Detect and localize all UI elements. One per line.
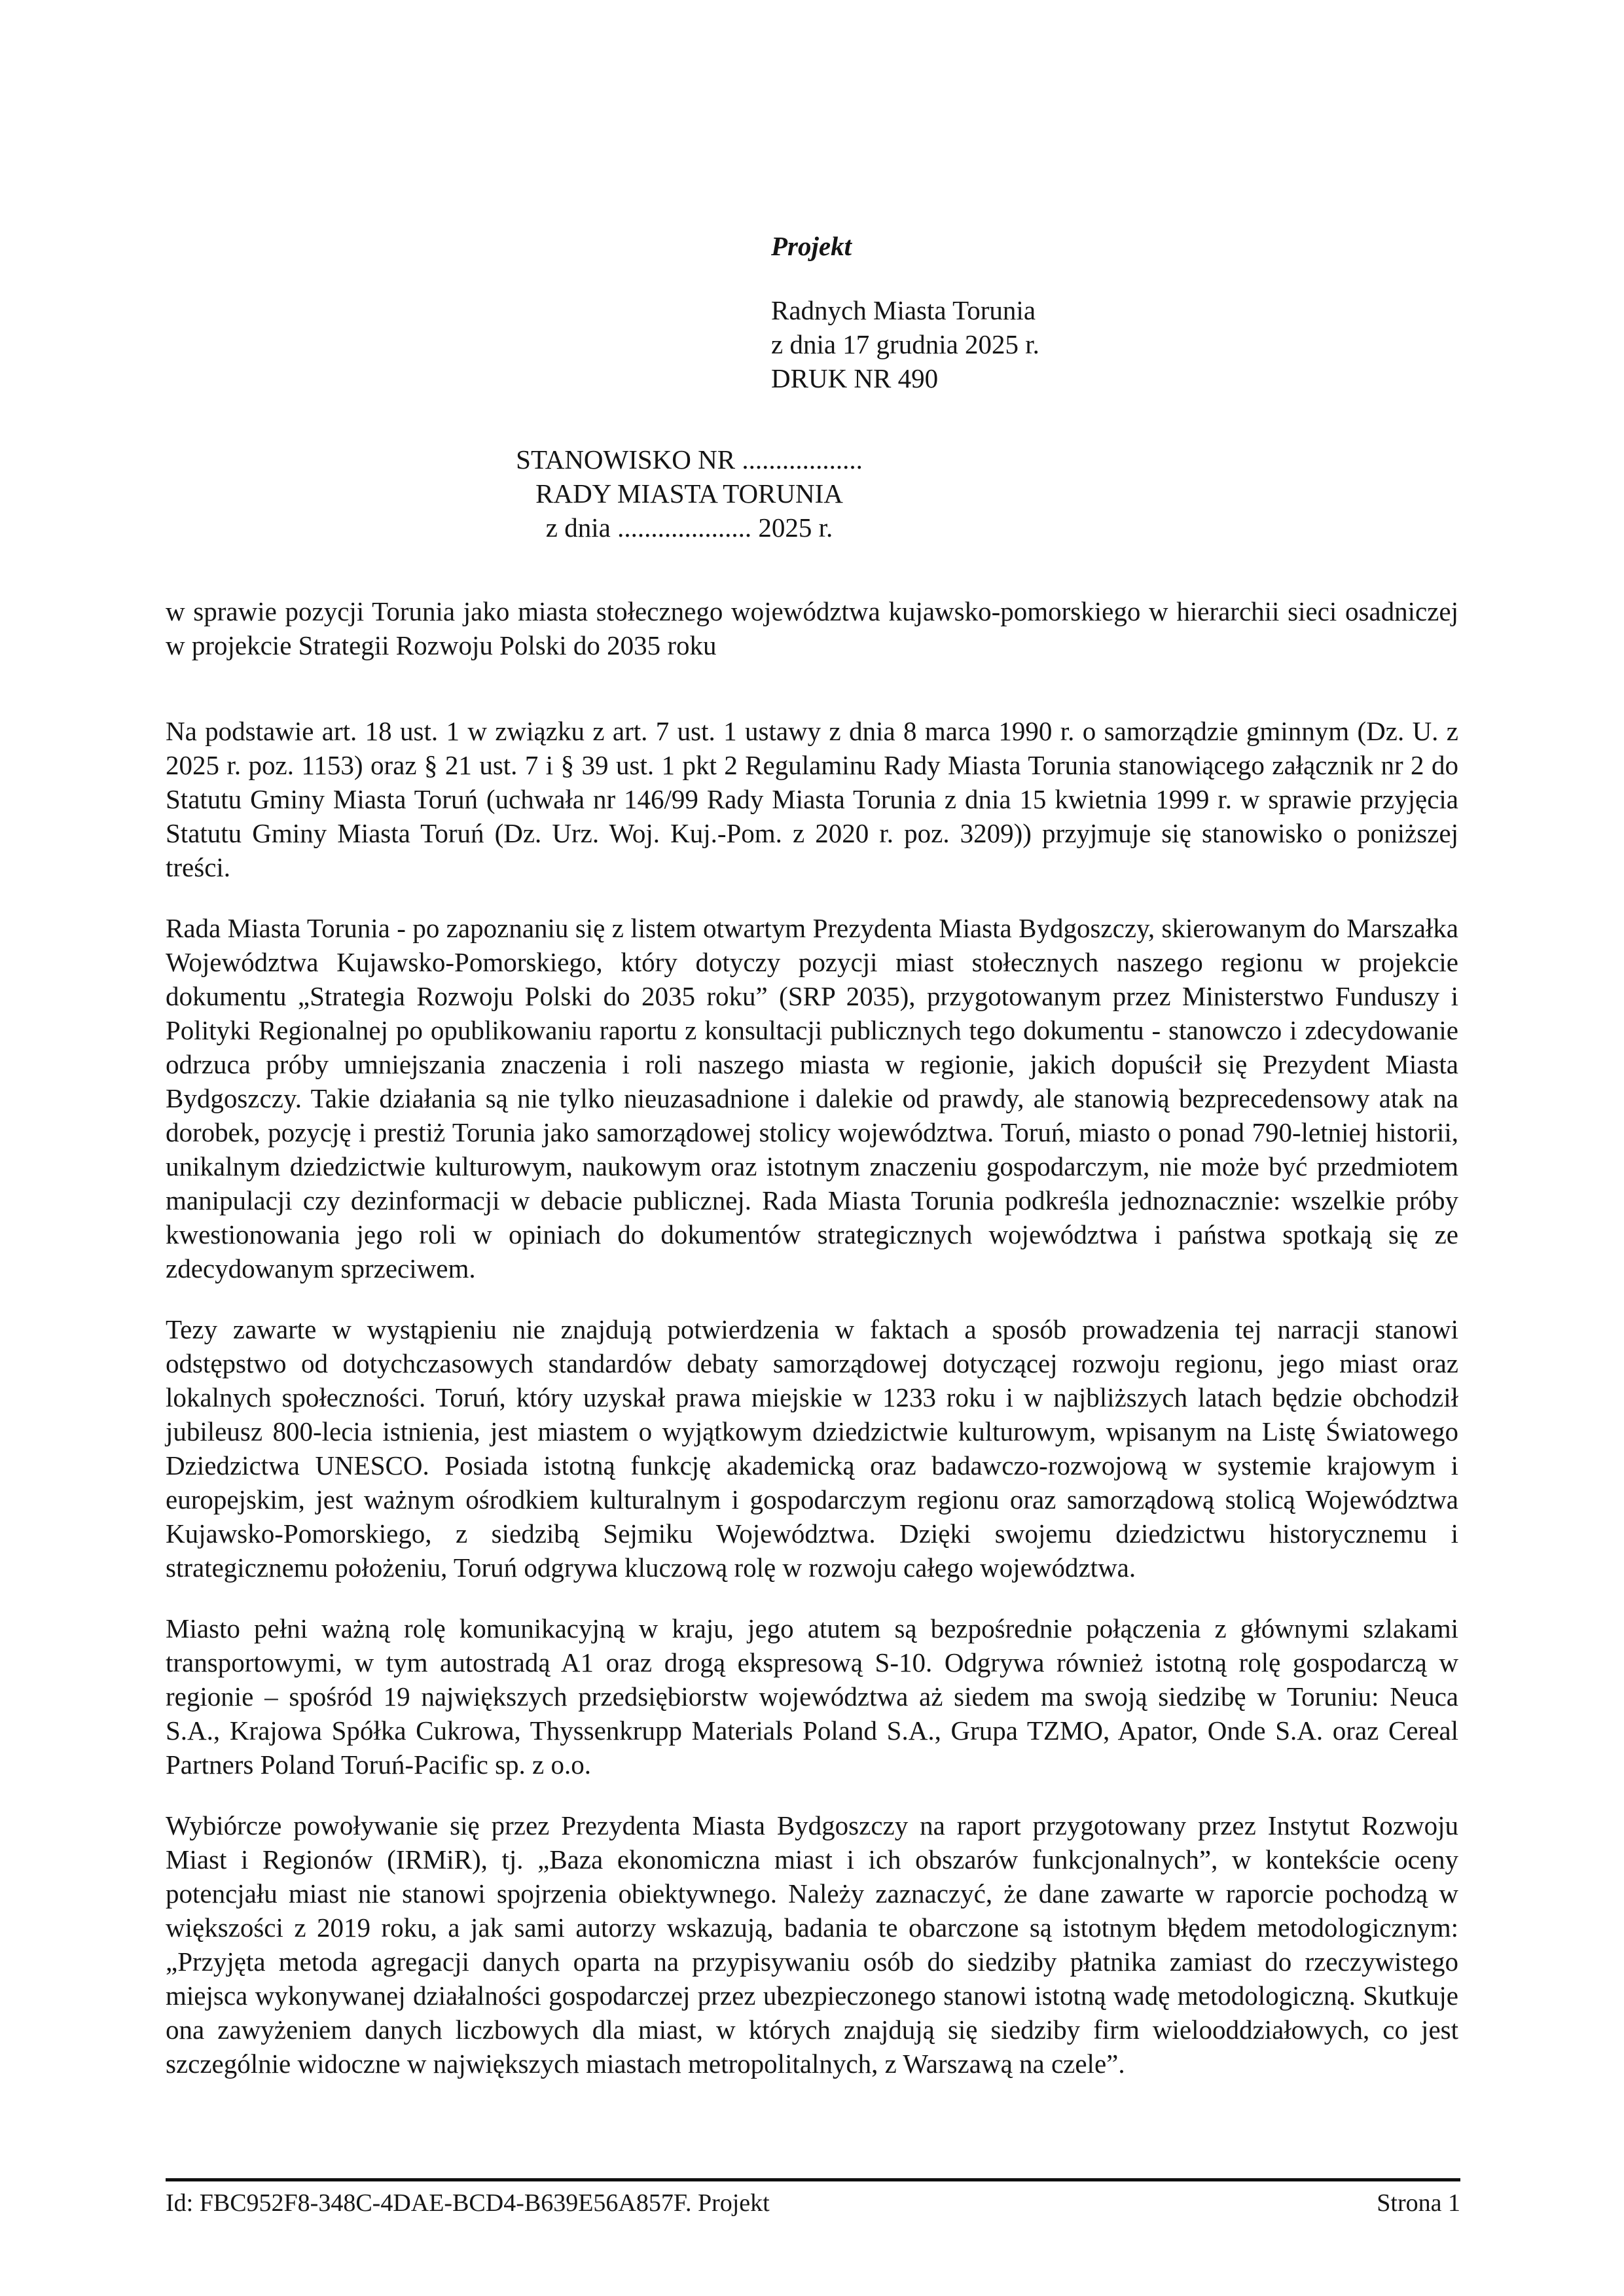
addressee-line: Radnych Miasta Torunia bbox=[771, 295, 1036, 325]
document-body bbox=[166, 911, 1458, 2081]
page-footer bbox=[166, 2178, 1460, 2218]
document-title bbox=[166, 442, 1213, 545]
title-line-number: STANOWISKO NR .................. bbox=[516, 444, 863, 475]
body-paragraph-4: Wybiórcze powoływanie się przez Prezydenta Miasta Bydgoszczy na raport przygotowany przez Instytut Rozwoju Miast i Regionów (IRMiR), tj. „Baza ekonomiczna miast i ich obszarów funkcjonalnych”, w kontekście oceny potencjału miast nie stanowi spojrzenia obiektywnego. Należy zaznaczyć, że dane zawarte w raporcie pochodzą w większości z 2019 roku, a jak sami autorzy wskazują, badania te obarczone są istotnym błędem metodologicznym: „Przyjęta metoda agregacji danych oparta na przypisywaniu osób do siedziby płatnika zamiast do rzeczywistego miejsca wykonywanej działalności gospodarczej przez ubezpieczonego stanowi istotną wadę metodologiczną. Skutkuje ona zawyżeniem danych liczbowych dla miast, w których znajdują się siedziby firm wielooddziałowych, co jest szczególnie widoczne w największych miastach metropolitalnych, z Warszawą na czele”. bbox=[166, 1810, 1458, 2079]
druk-number: DRUK NR 490 bbox=[771, 363, 939, 393]
subject-paragraph: w sprawie pozycji Torunia jako miasta stołecznego województwa kujawsko-pomorskiego w hierarchii sieci osadniczej w projekcie Strategii Rozwoju Polski do 2035 roku bbox=[166, 596, 1458, 660]
title-line-council: RADY MIASTA TORUNIA bbox=[535, 478, 843, 509]
title-line-date: z dnia .................... 2025 r. bbox=[545, 512, 833, 543]
draft-label: Projekt bbox=[771, 231, 852, 261]
document-header bbox=[771, 0, 1458, 395]
footer-rule bbox=[166, 2178, 1460, 2181]
legal-basis-paragraph: Na podstawie art. 18 ust. 1 w związku z art. 7 ust. 1 ustawy z dnia 8 marca 1990 r. o samorządzie gminnym (Dz. U. z 2025 r. poz. 1153) oraz § 21 ust. 7 i § 39 ust. 1 pkt 2 Regulaminu Rady Miasta Torunia stanowiącego załącznik nr 2 do Statutu Gminy Miasta Toruń (uchwała nr 146/99 Rady Miasta Torunia z dnia 15 kwietnia 1999 r. w sprawie przyjęcia Statutu Gminy Miasta Toruń (Dz. Urz. Woj. Kuj.-Pom. z 2020 r. poz. 3209)) przyjmuje się stanowisko o poniższej treści. bbox=[166, 716, 1458, 882]
document-id: Id: FBC952F8-348C-4DAE-BCD4-B639E56A857F. Projekt bbox=[166, 2189, 770, 2217]
page-number: Strona 1 bbox=[1377, 2189, 1460, 2217]
body-paragraph-3: Miasto pełni ważną rolę komunikacyjną w kraju, jego atutem są bezpośrednie połączenia z głównymi szlakami transportowymi, w tym autostradą A1 oraz drogą ekspresową S-10. Odgrywa również istotną rolę gospodarczą w regionie – spośród 19 największych przedsiębiorstw województwa aż siedem ma swoją siedzibę w Toruniu: Neuca S.A., Krajowa Spółka Cukrowa, Thyssenkrupp Materials Poland S.A., Grupa TZMO, Apator, Onde S.A. oraz Cereal Partners Poland Toruń-Pacific sp. z o.o. bbox=[166, 1613, 1458, 1780]
body-paragraph-1: Rada Miasta Torunia - po zapoznaniu się z listem otwartym Prezydenta Miasta Bydgoszczy, skierowanym do Marszałka Województwa Kujawsko-Pomorskiego, który dotyczy pozycji miast stołecznych naszego regionu w projekcie dokumentu „Strategia Rozwoju Polski do 2035 roku” (SRP 2035), przygotowanym przez Ministerstwo Funduszy i Polityki Regionalnej po opublikowaniu raportu z konsultacji publicznych tego dokumentu - stanowczo i zdecydowanie odrzuca próby umniejszania znaczenia i roli naszego miasta w regionie, jakich dopuścił się Prezydent Miasta Bydgoszczy. Takie działania są nie tylko nieuzasadnione i dalekie od prawdy, ale stanowią bezprecedensowy atak na dorobek, pozycję i prestiż Torunia jako samorządowej stolicy województwa. Toruń, miasto o ponad 790-letniej historii, unikalnym dziedzictwie kulturowym, naukowym oraz istotnym znaczeniu gospodarczym, nie może być przedmiotem manipulacji czy dezinformacji w debacie publicznej. Rada Miasta Torunia podkreśla jednoznacznie: wszelkie próby kwestionowania jego roli w opiniach do dokumentów strategicznych województwa i państwa spotkają się ze zdecydowanym sprzeciwem. bbox=[166, 913, 1458, 1283]
header-date-line: z dnia 17 grudnia 2025 r. bbox=[771, 329, 1039, 359]
footer-row bbox=[166, 2188, 1460, 2218]
body-paragraph-2: Tezy zawarte w wystąpieniu nie znajdują potwierdzenia w faktach a sposób prowadzenia tej narracji stanowi odstępstwo od dotychczasowych standardów debaty samorządowej dotyczącej rozwoju regionu, jego miast oraz lokalnych społeczności. Toruń, który uzyskał prawa miejskie w 1233 roku i w najbliższych latach będzie obchodził jubileusz 800-lecia istnienia, jest miastem o wyjątkowym dziedzictwie kulturowym, wpisanym na Listę Światowego Dziedzictwa UNESCO. Posiada istotną funkcję akademicką oraz badawczo-rozwojową w systemie krajowym i europejskim, jest ważnym ośrodkiem kulturalnym i gospodarczym regionu oraz samorządową stolicą Województwa Kujawsko-Pomorskiego, z siedzibą Sejmiku Województwa. Dzięki swojemu dziedzictwu historycznemu i strategicznemu położeniu, Toruń odgrywa kluczową rolę w rozwoju całego województwa. bbox=[166, 1314, 1458, 1583]
